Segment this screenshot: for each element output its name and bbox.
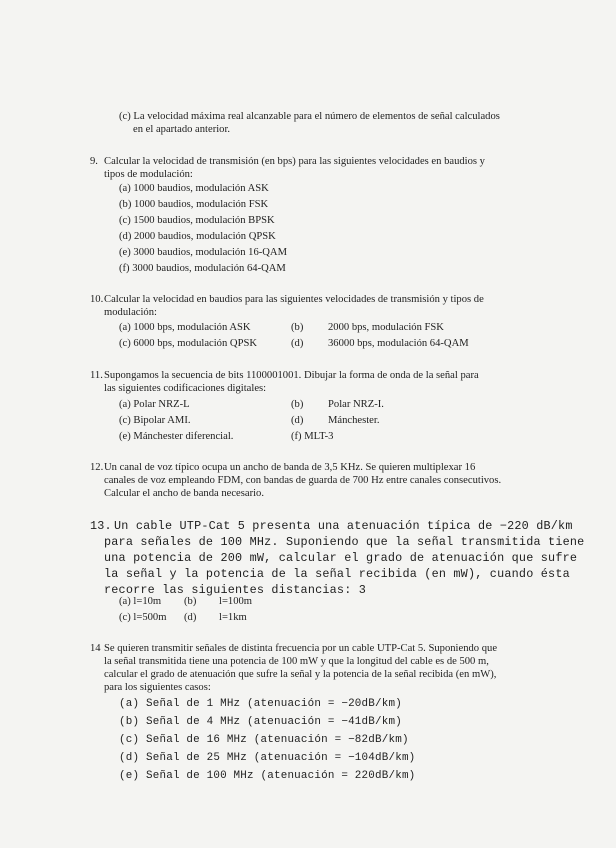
q11-item-e: (e) Mánchester diferencial.: [119, 431, 234, 442]
q14-statement-line2: la señal transmitida tiene una potencia de 100 mW y que la longitud del cable es de 500 m,: [104, 656, 489, 667]
q13-statement-line1: Un cable UTP-Cat 5 presenta una atenuación típica de −220 dB/km: [114, 519, 573, 533]
q12-statement-line3: Calcular el ancho de banda necesario.: [104, 488, 265, 499]
q13-number: 13.: [90, 519, 112, 533]
q14-item-a-label: (a): [119, 698, 140, 710]
q10-statement-line2: modulación:: [104, 307, 157, 318]
q13-item-b-label: (b): [184, 596, 197, 607]
q10-number: 10.: [90, 294, 104, 305]
q14-item-b: Señal de 4 MHz (atenuación = −41dB/km): [146, 716, 402, 728]
q9-item-c: (c) 1500 baudios, modulación BPSK: [119, 215, 275, 226]
q14-statement-line1: Se quieren transmitir señales de distinta frecuencia por un cable UTP-Cat 5. Suponiendo que: [104, 643, 498, 654]
q14-item-e: Señal de 100 MHz (atenuación = 220dB/km): [146, 770, 416, 782]
q14-item-e-label: (e): [119, 770, 140, 782]
q8-item-c-line1: (c) La velocidad máxima real alcanzable para el número de elementos de señal calculados: [119, 111, 500, 122]
q11-item-b: Polar NRZ-I.: [328, 399, 384, 410]
q9-item-a: (a) 1000 baudios, modulación ASK: [119, 183, 269, 194]
q13-item-c: (c) l=500m: [119, 612, 167, 623]
q14-item-d-label: (d): [119, 752, 140, 764]
q11-item-b-label: (b): [291, 399, 304, 410]
q11-item-c: (c) Bipolar AMI.: [119, 415, 191, 426]
q14-number: 14: [90, 643, 101, 654]
q10-item-a: (a) 1000 bps, modulación ASK: [119, 322, 251, 333]
q14-item-c-label: (c): [119, 734, 140, 746]
q8-item-c-line2: en el apartado anterior.: [133, 124, 231, 135]
q14-item-c: Señal de 16 MHz (atenuación = −82dB/km): [146, 734, 409, 746]
q12-number: 12.: [90, 462, 104, 473]
q10-statement-line1: Calcular la velocidad en baudios para las siguientes velocidades de transmisión y tipos de: [104, 294, 484, 305]
q13-item-a: (a) l=10m: [119, 596, 162, 607]
q11-item-a: (a) Polar NRZ-L: [119, 399, 190, 410]
q14-statement-line4: para los siguientes casos:: [104, 682, 211, 693]
q13-item-b: l=100m: [219, 596, 253, 607]
q10-item-d: 36000 bps, modulación 64-QAM: [328, 338, 469, 349]
q9-item-f: (f) 3000 baudios, modulación 64-QAM: [119, 263, 286, 274]
q10-item-d-label: (d): [291, 338, 304, 349]
q9-item-e: (e) 3000 baudios, modulación 16-QAM: [119, 247, 287, 258]
q13-statement-line4: la señal y la potencia de la señal recibida (en mW), cuando ésta: [104, 567, 570, 581]
q9-number: 9.: [90, 156, 98, 167]
q10-item-b: 2000 bps, modulación FSK: [328, 322, 444, 333]
q9-statement-line2: tipos de modulación:: [104, 169, 193, 180]
q14-item-b-label: (b): [119, 716, 140, 728]
q9-item-b: (b) 1000 baudios, modulación FSK: [119, 199, 269, 210]
q10-item-c: (c) 6000 bps, modulación QPSK: [119, 338, 258, 349]
q11-statement-line2: las siguientes codificaciones digitales:: [104, 383, 267, 394]
q11-item-d: Mánchester.: [328, 415, 380, 426]
q13-item-d-label: (d): [184, 612, 197, 623]
q12-statement-line1: Un canal de voz típico ocupa un ancho de banda de 3,5 KHz. Se quieren multiplexar 16: [104, 462, 476, 473]
q11-number: 11.: [90, 370, 103, 381]
q9-item-d: (d) 2000 baudios, modulación QPSK: [119, 231, 276, 242]
q12-statement-line2: canales de voz empleando FDM, con bandas de guarda de 700 Hz entre canales consecutivos.: [104, 475, 502, 486]
q14-statement-line3: calcular el grado de atenuación que sufre la señal y la potencia de la señal recibida (en mW),: [104, 669, 497, 680]
q13-statement-line5: recorre las siguientes distancias: 3: [104, 583, 367, 597]
q13-statement-line3: una potencia de 200 mW, calcular el grado de atenuación que sufre: [104, 551, 578, 565]
q11-item-d-label: (d): [291, 415, 304, 426]
q14-item-a: Señal de 1 MHz (atenuación = −20dB/km): [146, 698, 402, 710]
q11-item-f: (f) MLT-3: [291, 431, 334, 442]
q11-statement-line1: Supongamos la secuencia de bits 1100001001. Dibujar la forma de onda de la señal para: [104, 370, 479, 381]
q13-item-d: l=1km: [219, 612, 247, 623]
q13-statement-line2: para señales de 100 MHz. Suponiendo que la señal transmitida tiene: [104, 535, 585, 549]
q9-statement-line1: Calcular la velocidad de transmisión (en bps) para las siguientes velocidades en baudios y: [104, 156, 485, 167]
q14-item-d: Señal de 25 MHz (atenuación = −104dB/km): [146, 752, 416, 764]
q10-item-b-label: (b): [291, 322, 304, 333]
